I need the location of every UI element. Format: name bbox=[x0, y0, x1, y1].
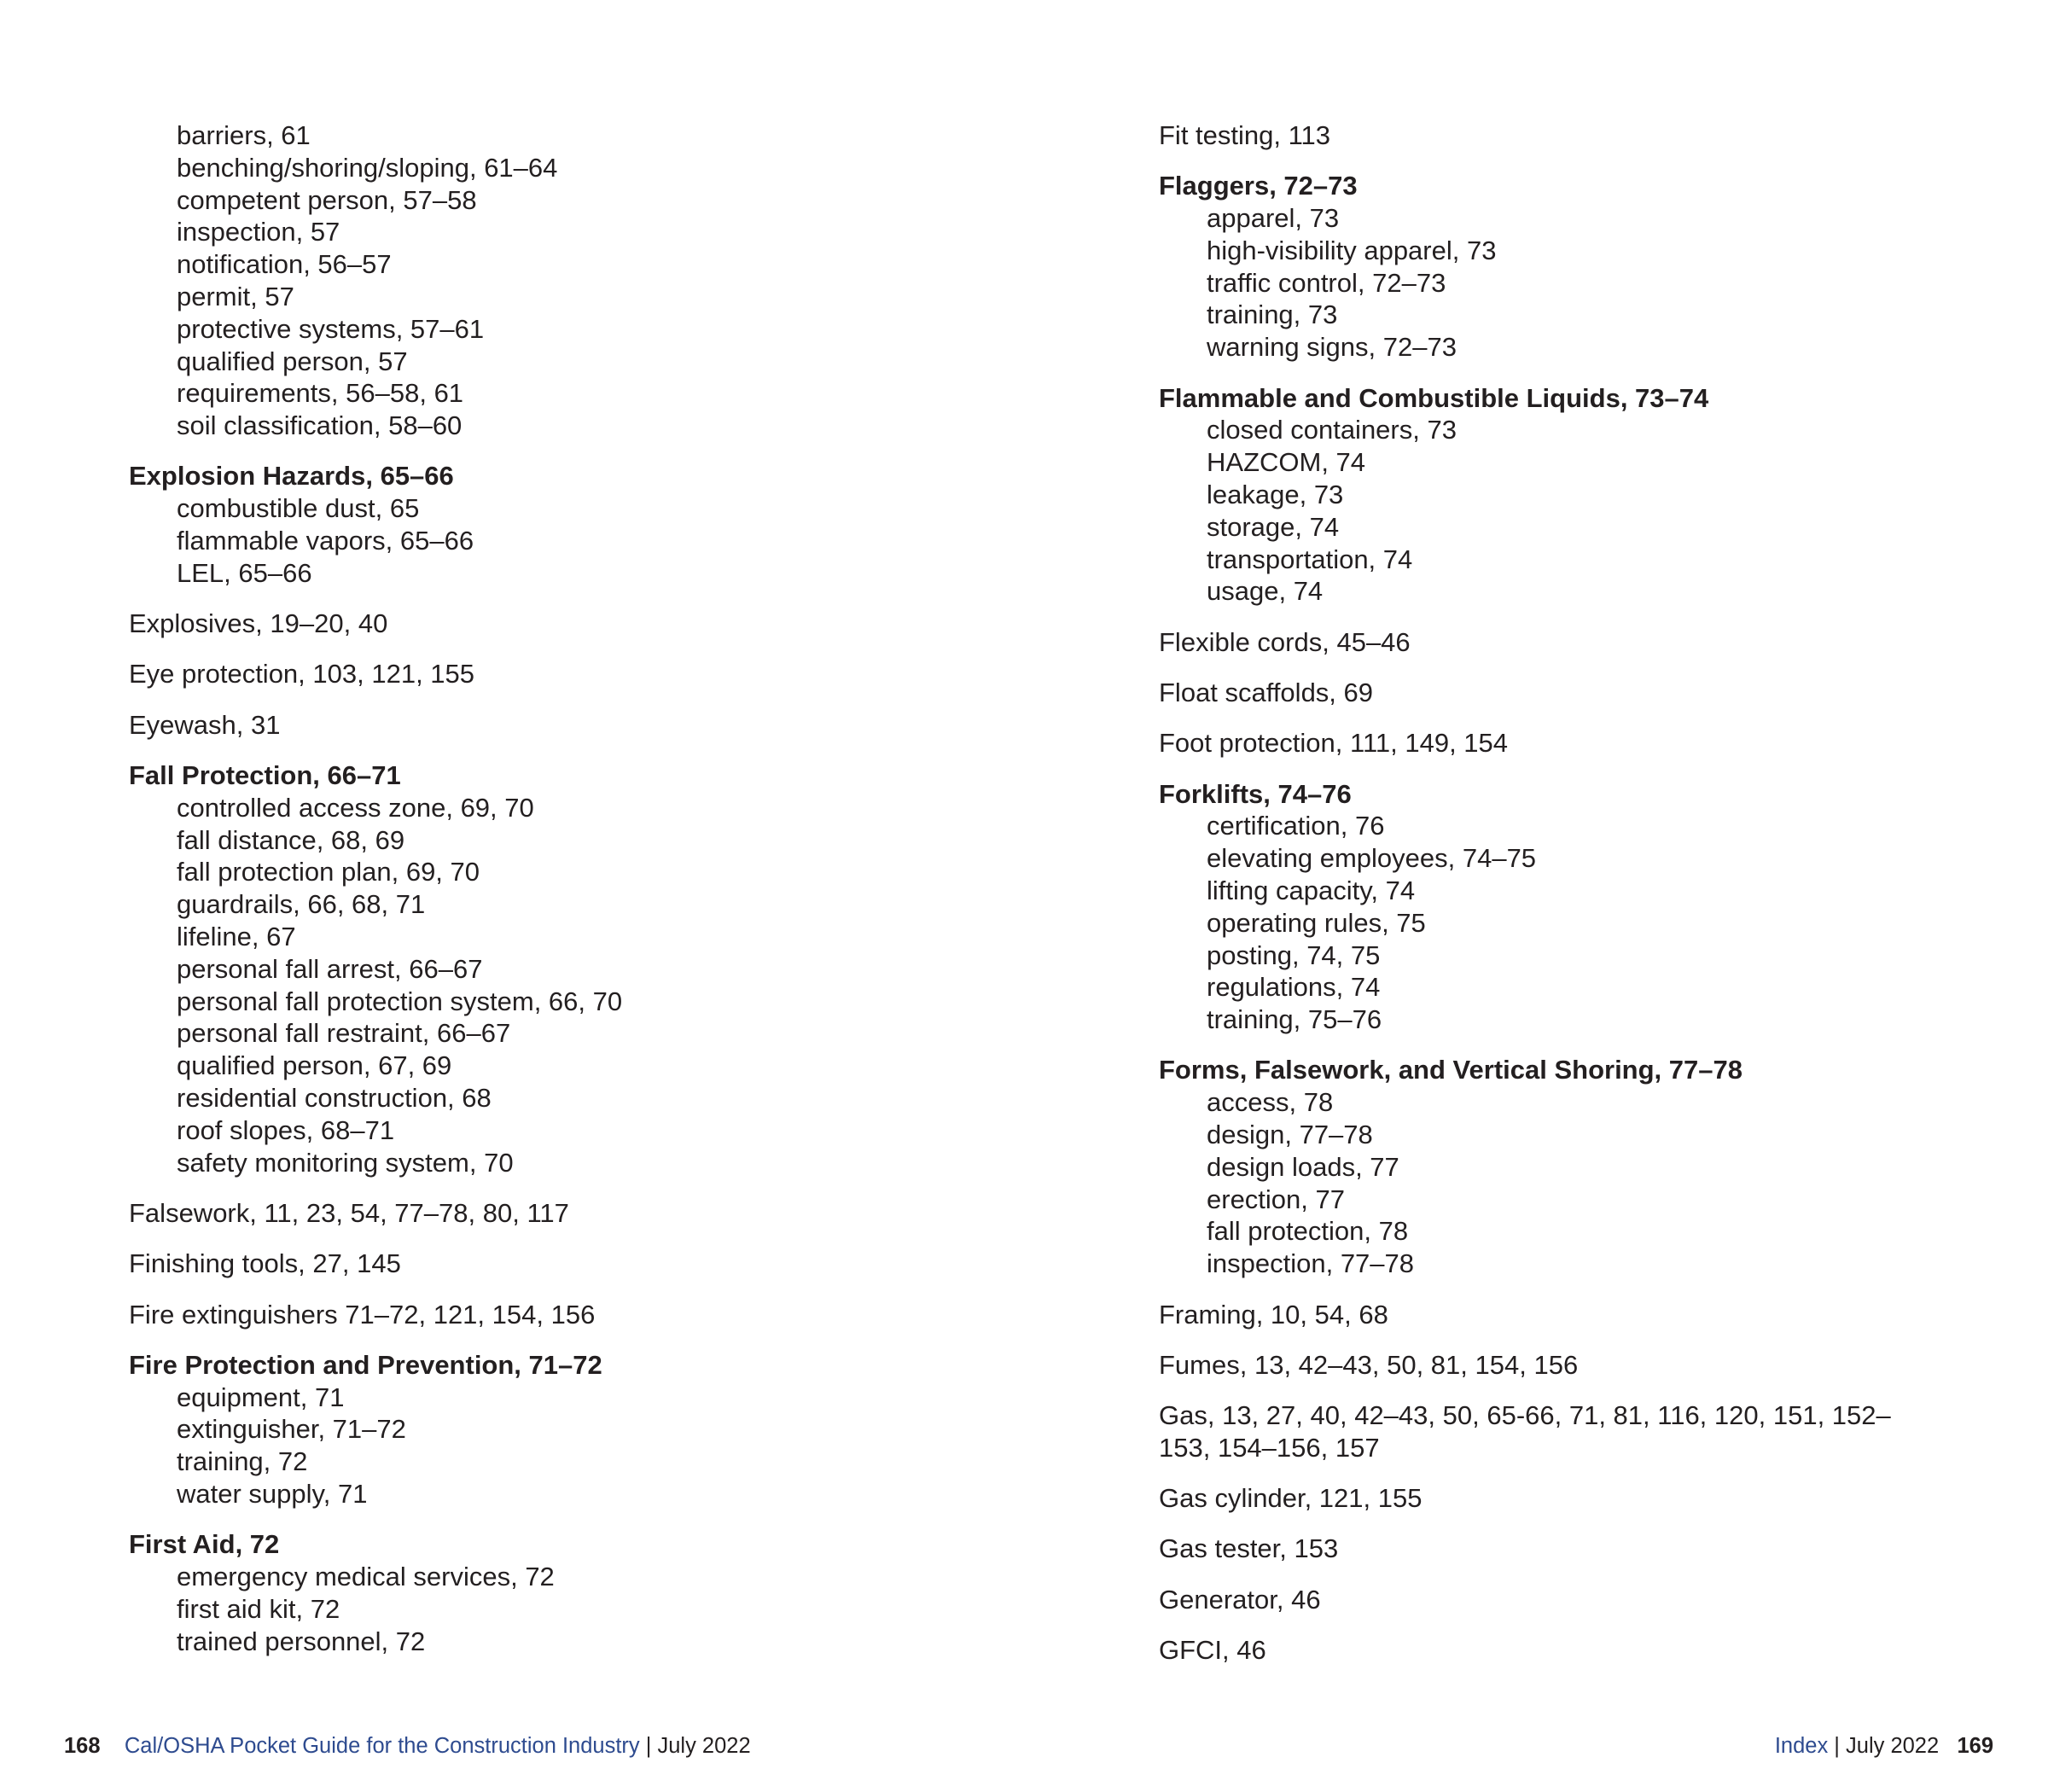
footer-date: July 2022 bbox=[1846, 1734, 1940, 1758]
index-subentry: warning signs, 72–73 bbox=[1207, 332, 1457, 363]
index-subentry: fall distance, 68, 69 bbox=[177, 824, 405, 855]
index-entry bbox=[1159, 778, 2012, 1036]
index-subentry: transportation, 74 bbox=[1207, 544, 1413, 574]
index-entry bbox=[129, 1197, 1068, 1230]
index-subentry: inspection, 57 bbox=[177, 217, 340, 247]
index-subentry: requirements, 56–58, 61 bbox=[177, 378, 464, 409]
index-subentry: closed containers, 73 bbox=[1207, 415, 1457, 445]
index-subentry: safety monitoring system, 70 bbox=[177, 1147, 514, 1178]
index-subentry: personal fall restraint, 66–67 bbox=[177, 1018, 511, 1049]
index-subentry: certification, 76 bbox=[1207, 811, 1385, 841]
index-heading: Flaggers, 72–73 bbox=[1159, 171, 1358, 201]
index-entry bbox=[129, 1299, 1068, 1331]
index-subentry: training, 75–76 bbox=[1207, 1004, 1382, 1035]
index-subentry: lifeline, 67 bbox=[177, 922, 296, 952]
index-subentry: qualified person, 67, 69 bbox=[177, 1050, 452, 1081]
index-subentry: HAZCOM, 74 bbox=[1207, 447, 1366, 478]
index-subentry: soil classification, 58–60 bbox=[177, 410, 463, 441]
index-subentry: emergency medical services, 72 bbox=[177, 1562, 555, 1592]
index-entry bbox=[129, 460, 1068, 589]
index-subentry: fall protection plan, 69, 70 bbox=[177, 857, 480, 887]
index-subentry: posting, 74, 75 bbox=[1207, 940, 1381, 970]
index-term: Eyewash, 31 bbox=[129, 709, 281, 740]
index-subentry: controlled access zone, 69, 70 bbox=[177, 792, 534, 823]
index-entry bbox=[1159, 1299, 2012, 1331]
index-subentry: notification, 56–57 bbox=[177, 249, 392, 280]
index-column-left bbox=[129, 119, 1068, 1676]
index-subentry: first aid kit, 72 bbox=[177, 1593, 340, 1624]
index-subentry: personal fall protection system, 66, 70 bbox=[177, 986, 623, 1016]
index-subentry: inspection, 77–78 bbox=[1207, 1248, 1415, 1279]
index-entry bbox=[129, 658, 1068, 690]
index-subentry: regulations, 74 bbox=[1207, 972, 1381, 1003]
footer-section-name: Index bbox=[1774, 1734, 1829, 1758]
footer-date: July 2022 bbox=[657, 1734, 751, 1758]
footer-right bbox=[1775, 1732, 1993, 1760]
index-entry bbox=[129, 709, 1068, 742]
index-subentry: guardrails, 66, 68, 71 bbox=[177, 889, 426, 920]
index-term: Gas, 13, 27, 40, 42–43, 50, 65-66, 71, 81, 116, 120, 151, 152–153, 154–156, 157 bbox=[1159, 1400, 1891, 1463]
index-term: Falsework, 11, 23, 54, 77–78, 80, 117 bbox=[129, 1197, 569, 1228]
index-term: Float scaffolds, 69 bbox=[1159, 677, 1374, 707]
index-heading: Forklifts, 74–76 bbox=[1159, 778, 1352, 809]
index-entry bbox=[1159, 170, 2012, 364]
index-term: Gas cylinder, 121, 155 bbox=[1159, 1483, 1423, 1514]
index-subentry: usage, 74 bbox=[1207, 576, 1324, 607]
index-entry bbox=[1159, 382, 2012, 608]
index-subentry: roof slopes, 68–71 bbox=[177, 1114, 395, 1145]
index-subentry: operating rules, 75 bbox=[1207, 907, 1426, 938]
index-term: Gas tester, 153 bbox=[1159, 1533, 1339, 1564]
index-subentry: residential construction, 68 bbox=[177, 1083, 492, 1114]
footer-guide-title: Cal/OSHA Pocket Guide for the Construction Industry bbox=[124, 1734, 640, 1758]
index-term: Fit testing, 113 bbox=[1159, 120, 1331, 150]
index-subentry: LEL, 65–66 bbox=[177, 557, 312, 588]
index-term: Fumes, 13, 42–43, 50, 81, 154, 156 bbox=[1159, 1349, 1579, 1380]
index-subentry: qualified person, 57 bbox=[177, 346, 408, 376]
index-subentry: design loads, 77 bbox=[1207, 1151, 1399, 1182]
index-subentry: lifting capacity, 74 bbox=[1207, 875, 1416, 905]
index-subentry: personal fall arrest, 66–67 bbox=[177, 953, 483, 984]
index-subentry: equipment, 71 bbox=[177, 1382, 345, 1412]
index-entry bbox=[129, 1528, 1068, 1657]
index-entry bbox=[129, 759, 1068, 1178]
index-subentry: training, 73 bbox=[1207, 300, 1338, 330]
index-subentry: extinguisher, 71–72 bbox=[177, 1414, 406, 1445]
index-entry bbox=[129, 1349, 1068, 1510]
index-entry bbox=[1159, 1349, 2012, 1382]
index-subentry: trained personnel, 72 bbox=[177, 1626, 426, 1656]
index-subentry: elevating employees, 74–75 bbox=[1207, 843, 1537, 874]
index-subentry: fall protection, 78 bbox=[1207, 1216, 1409, 1247]
index-entry bbox=[1159, 677, 2012, 709]
index-term: Finishing tools, 27, 145 bbox=[129, 1248, 401, 1279]
index-heading: Flammable and Combustible Liquids, 73–74 bbox=[1159, 382, 1709, 413]
index-entry bbox=[1159, 727, 2012, 759]
index-term: Eye protection, 103, 121, 155 bbox=[129, 659, 475, 689]
index-term: Foot protection, 111, 149, 154 bbox=[1159, 728, 1509, 759]
index-term: Framing, 10, 54, 68 bbox=[1159, 1299, 1388, 1329]
index-entry bbox=[129, 119, 1068, 442]
index-subentry: erection, 77 bbox=[1207, 1184, 1345, 1214]
index-subentry: permit, 57 bbox=[177, 281, 294, 311]
index-term: Generator, 46 bbox=[1159, 1584, 1321, 1615]
index-subentry: flammable vapors, 65–66 bbox=[177, 526, 474, 556]
index-subentry: benching/shoring/sloping, 61–64 bbox=[177, 152, 558, 183]
page-number-right: 169 bbox=[1957, 1734, 1993, 1758]
footer-separator: | bbox=[1834, 1734, 1840, 1758]
index-term: Explosives, 19–20, 40 bbox=[129, 608, 388, 639]
index-heading: First Aid, 72 bbox=[129, 1529, 280, 1560]
index-entry bbox=[1159, 119, 2012, 152]
index-entry bbox=[129, 608, 1068, 640]
index-entry bbox=[1159, 1482, 2012, 1515]
index-heading: Fall Protection, 66–71 bbox=[129, 760, 401, 791]
index-subentry: apparel, 73 bbox=[1207, 203, 1340, 234]
index-subentry: traffic control, 72–73 bbox=[1207, 267, 1446, 298]
index-entry bbox=[1159, 1533, 2012, 1565]
index-term: Flexible cords, 45–46 bbox=[1159, 626, 1411, 657]
index-entry bbox=[1159, 1054, 2012, 1280]
index-heading: Fire Protection and Prevention, 71–72 bbox=[129, 1349, 602, 1380]
index-subentry: barriers, 61 bbox=[177, 120, 311, 150]
index-entry bbox=[1159, 1634, 2012, 1667]
index-entry bbox=[129, 1248, 1068, 1280]
index-heading: Forms, Falsework, and Vertical Shoring, 77–78 bbox=[1159, 1055, 1743, 1085]
index-subentry: training, 72 bbox=[177, 1446, 308, 1477]
index-subentry: protective systems, 57–61 bbox=[177, 313, 485, 344]
footer-left bbox=[64, 1732, 751, 1760]
index-entry bbox=[1159, 626, 2012, 659]
index-entry bbox=[1159, 1399, 2012, 1464]
index-entry bbox=[1159, 1584, 2012, 1616]
index-subentry: high-visibility apparel, 73 bbox=[1207, 235, 1497, 265]
footer-separator: | bbox=[645, 1734, 652, 1758]
index-column-right bbox=[1159, 119, 2012, 1684]
index-term: Fire extinguishers 71–72, 121, 154, 156 bbox=[129, 1299, 596, 1329]
index-subentry: storage, 74 bbox=[1207, 511, 1340, 542]
index-subentry: design, 77–78 bbox=[1207, 1120, 1373, 1150]
index-heading: Explosion Hazards, 65–66 bbox=[129, 461, 454, 492]
index-subentry: water supply, 71 bbox=[177, 1478, 368, 1509]
index-subentry: combustible dust, 65 bbox=[177, 493, 420, 524]
index-subentry: leakage, 73 bbox=[1207, 479, 1344, 509]
index-subentry: access, 78 bbox=[1207, 1087, 1334, 1118]
index-subentry: competent person, 57–58 bbox=[177, 184, 477, 215]
page-number-left: 168 bbox=[64, 1734, 101, 1758]
index-term: GFCI, 46 bbox=[1159, 1635, 1266, 1666]
